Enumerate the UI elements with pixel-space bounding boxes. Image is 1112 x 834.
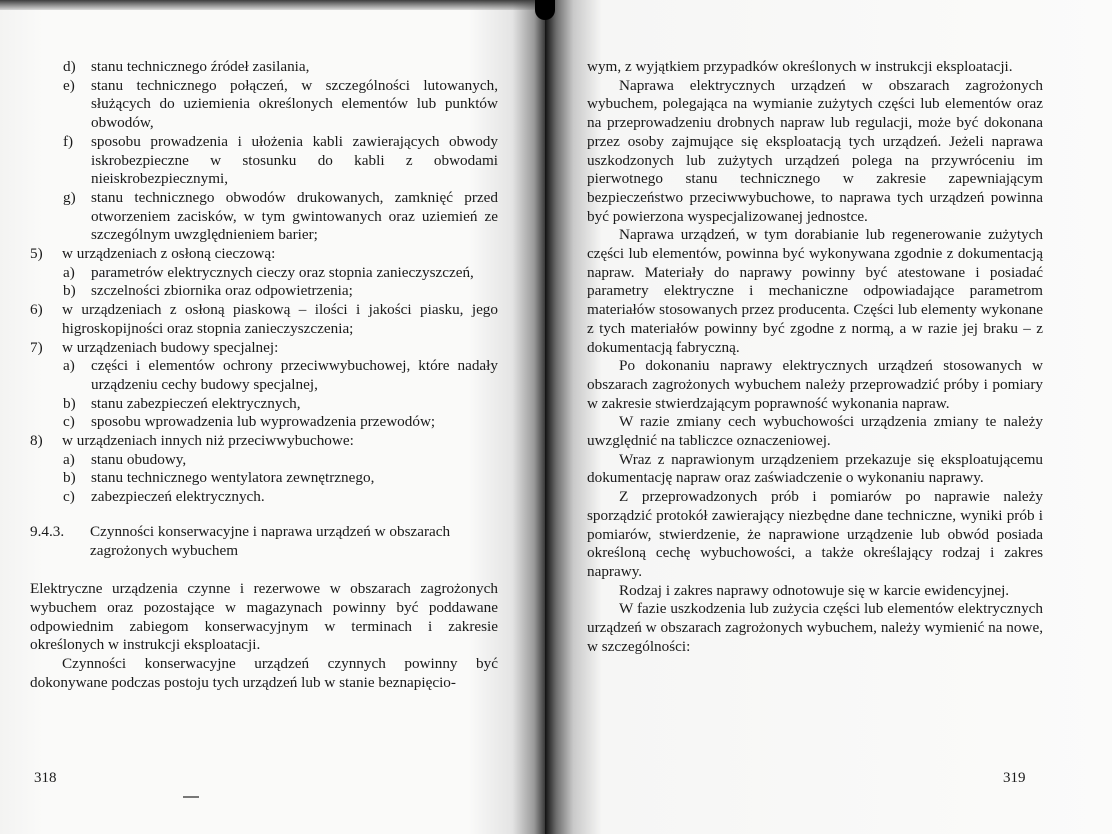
- list-item-8: [30, 432, 498, 451]
- list-text: zabezpieczeń elektrycznych.: [91, 488, 265, 506]
- list-text: stanu technicznego połączeń, w szczególności lutowanych, służących do uziemienia określonych elementów lub punktów obwodów,: [91, 76, 498, 132]
- list-text: w urządzeniach z osłoną cieczową:: [62, 245, 276, 263]
- paragraph: Elektryczne urządzenia czynne i rezerwowe w obszarach zagrożonych wybuchem oraz pozostające w magazynach powinny być poddawane odpowiednim zabiegom konserwacyjnym w terminach i zakresie określonych w instrukcji eksploatacji.: [30, 580, 498, 654]
- list-label: a): [63, 357, 75, 375]
- paragraph: Naprawa urządzeń, w tym dorabianie lub regenerowanie zużytych części lub elementów, powinna być wykonywana zgodnie z dokumentacją napraw. Materiały do naprawy powinny być atestowane i posiadać parametry elektryczne i mechaniczne odpowiadające parametrom materiałów stosowanych przez producenta. Części lub elementy wykonane z tych materiałów powinny być zgodne z normą, a w razie jej braku – z dokumentacją fabryczną.: [587, 226, 1043, 356]
- list-label: 7): [30, 338, 43, 356]
- list-label: f): [63, 132, 74, 150]
- sublist-8: [30, 451, 498, 507]
- list-text: stanu obudowy,: [91, 450, 187, 468]
- right-page-text: [587, 58, 1043, 657]
- list-item: [63, 357, 498, 394]
- list-text: parametrów elektrycznych cieczy oraz stopnia zanieczyszczeń,: [91, 263, 474, 281]
- list-text: części i elementów ochrony przeciwwybuchowej, które nadały urządzeniu cechy budowy specjalnej,: [91, 357, 498, 393]
- paragraph: Rodzaj i zakres naprawy odnotowuje się w karcie ewidencyjnej.: [619, 581, 1010, 599]
- sublist-d-g: [30, 58, 498, 245]
- list-label: d): [63, 58, 76, 75]
- list-text: stanu technicznego źródeł zasilania,: [91, 58, 310, 75]
- page-number-left: 318: [34, 770, 57, 786]
- list-item: [63, 282, 498, 301]
- paragraph: W fazie uszkodzenia lub zużycia części lub elementów elektrycznych urządzeń w obszarach zagrożonych wybuchem, należy wymienić na nowe, w szczególności:: [587, 600, 1043, 655]
- list-text: w urządzeniach innych niż przeciwwybuchowe:: [62, 432, 354, 450]
- list-item: [63, 488, 498, 507]
- list-item: [63, 413, 498, 432]
- list-text: w urządzeniach budowy specjalnej:: [62, 338, 279, 356]
- list-text: stanu technicznego obwodów drukowanych, zamknięć przed otworzeniem zacisków, w tym gwintowanych oraz uziemień ze szczególnym uwzględnieniem barier;: [91, 188, 498, 244]
- book-spine-clip: [535, 0, 555, 20]
- section-heading: [30, 523, 498, 560]
- scan-mark: [183, 796, 199, 798]
- sublist-7: [30, 357, 498, 432]
- list-item: [63, 189, 498, 245]
- paragraph: Czynności konserwacyjne urządzeń czynnych powinny być dokonywane podczas postoju tych urządzeń lub w stanie beznapięcio-: [30, 655, 498, 691]
- paragraph-continuation: wym, z wyjątkiem przypadków określonych w instrukcji eksploatacji.: [587, 58, 1013, 75]
- list-label: c): [63, 413, 75, 431]
- paragraph: Z przeprowadzonych prób i pomiarów po naprawie należy sporządzić protokół zawierający niezbędne dane techniczne, wyniki prób i pomiarów, stwierdzenie, że naprawione urządzenie lub obwód posiada określoną cechę wybuchowości, a także określający rodzaj i zakres naprawy.: [587, 488, 1043, 580]
- list-item: [63, 77, 498, 133]
- list-label: b): [63, 282, 76, 300]
- list-label: 8): [30, 432, 43, 450]
- list-label: 5): [30, 245, 43, 263]
- list-item: [63, 264, 498, 283]
- list-item: [63, 133, 498, 189]
- list-label: b): [63, 469, 76, 487]
- sublist-5: [30, 264, 498, 301]
- list-label: c): [63, 488, 75, 506]
- list-item-5: [30, 245, 498, 264]
- list-item: [63, 469, 498, 488]
- list-item: [63, 451, 498, 470]
- list-label: 6): [30, 301, 43, 319]
- list-text: sposobu prowadzenia i ułożenia kabli zawierających obwody iskrobezpieczne w stosunku do kabli z obwodami nieiskrobezpiecznymi,: [91, 132, 498, 188]
- list-text: szczelności zbiornika oraz odpowietrzenia;: [91, 282, 353, 300]
- list-label: e): [63, 76, 75, 94]
- section-title: Czynności konserwacyjne i naprawa urządzeń w obszarach zagrożonych wybuchem: [90, 522, 451, 559]
- list-text: stanu zabezpieczeń elektrycznych,: [91, 394, 301, 412]
- list-item-7: [30, 339, 498, 358]
- list-text: w urządzeniach z osłoną piaskową – ilości i jakości piasku, jego higroskopijności oraz stopnia zanieczyszczenia;: [62, 301, 498, 337]
- section-number: 9.4.3.: [30, 522, 65, 540]
- list-item: [63, 395, 498, 414]
- list-label: b): [63, 394, 76, 412]
- paragraph: Naprawa elektrycznych urządzeń w obszarach zagrożonych wybuchem, polegająca na wymianie zużytych części lub elementów oraz na przeprowadzeniu drobnych napraw lub regulacji, może być dokonana przez osoby zajmujące się eksploatacją tych urządzeń. Jeżeli naprawa uszkodzonych lub zużytych urządzeń polega na przywróceniu im pierwotnego stanu technicznego w zakresie zapewniającym bezpieczeństwo przeciwwybuchowe, to naprawa tych urządzeń powinna być powierzona wyspecjalizowanej jednostce.: [587, 76, 1043, 225]
- paragraph: Wraz z naprawionym urządzeniem przekazuje się eksploatującemu dokumentację napraw oraz zaświadczenie o wykonaniu naprawy.: [587, 450, 1043, 487]
- page-number-right: 319: [1003, 770, 1026, 786]
- list-label: a): [63, 450, 75, 468]
- list-text: sposobu wprowadzenia lub wyprowadzenia przewodów;: [91, 413, 436, 431]
- left-page-text: [30, 58, 498, 693]
- list-item-6: [30, 301, 498, 338]
- list-item: [63, 58, 498, 77]
- list-text: stanu technicznego wentylatora zewnętrznego,: [91, 469, 375, 487]
- scan-edge-shadow: [0, 0, 545, 10]
- paragraph: Po dokonaniu naprawy elektrycznych urządzeń stosowanych w obszarach zagrożonych wybuchem należy przeprowadzić próby i pomiary w zakresie stwierdzającym poprawność wykonania naprаw.: [587, 357, 1043, 412]
- paragraph: W razie zmiany cech wybuchowości urządzenia zmiany te należy uwzględnić na tabliczce oznaczeniowej.: [587, 413, 1043, 450]
- list-label: a): [63, 263, 75, 281]
- list-label: g): [63, 188, 76, 206]
